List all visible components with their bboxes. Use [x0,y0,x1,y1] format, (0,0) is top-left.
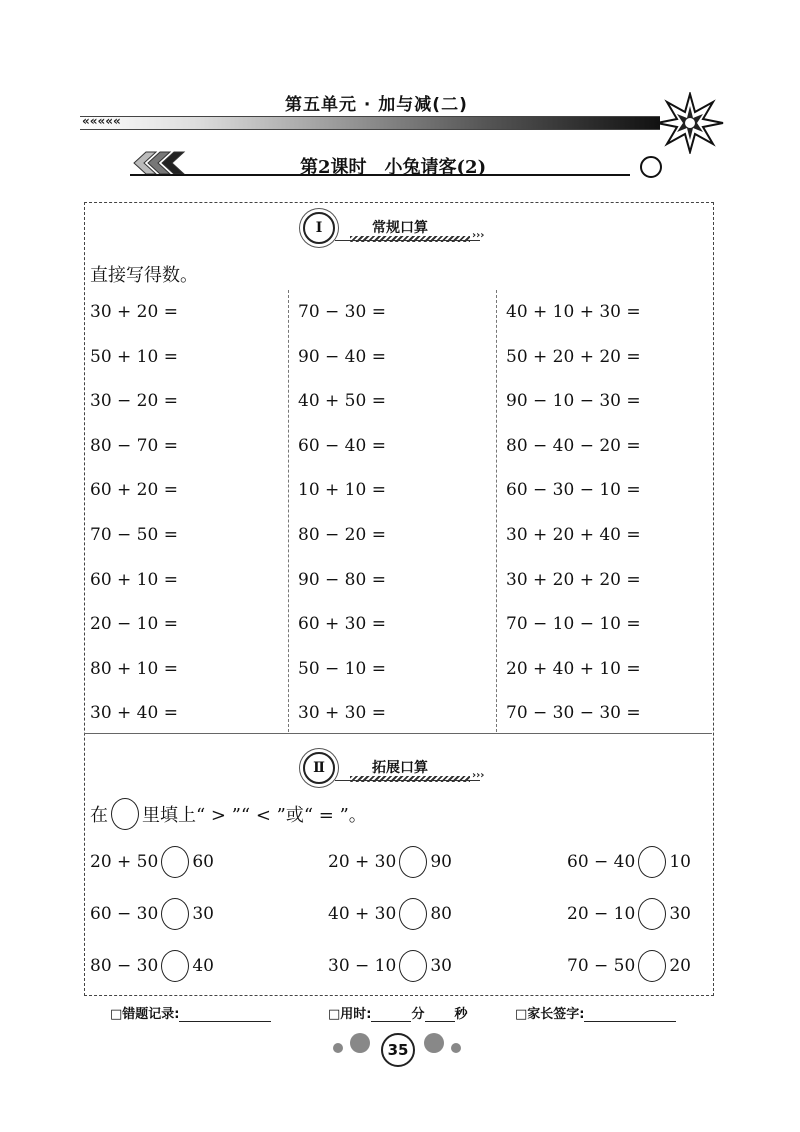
answer-circle[interactable] [399,898,427,930]
answer-circle[interactable] [161,898,189,930]
section1-badge: Ⅰ [303,212,335,244]
answer-circle[interactable] [399,846,427,878]
compare-right: 30 [430,956,452,976]
section2-badge: Ⅱ [303,752,335,784]
compare-left: 20 + 30 [328,852,397,872]
calc-expression: 80 − 20 = [298,525,386,545]
decor-dot [350,1033,370,1053]
calc-expression: 30 + 20 = [90,302,178,322]
circle-ornament-icon [640,156,662,178]
instruction-prefix: 在 [90,805,108,826]
compare-left: 30 − 10 [328,956,397,976]
section2-underline [335,780,480,781]
calc-expression: 10 + 10 = [298,480,386,501]
compare-item [90,846,214,878]
calc-expression: 90 − 10 − 30 = [506,391,641,412]
compare-left: 20 + 50 [90,852,159,872]
compare-item [567,898,691,930]
lesson-title: 第2课时 小兔请客(2) [300,157,487,178]
calc-expression: 90 − 80 = [298,569,386,590]
unit-title: 第五单元 · 加与减(二) [285,95,468,115]
calc-expression: 60 − 40 = [298,435,386,456]
section2-stripe [350,776,470,782]
calc-expression: 80 − 40 − 20 = [506,435,641,456]
section1-label: 常规口算 [372,220,428,236]
error-record-label: □错题记录: [110,1007,180,1022]
section2-arrow-icon: ››› [472,770,485,781]
calc-expression: 50 + 10 = [90,346,178,367]
instruction-suffix: 里填上“ > ”“ < ”或“ = ”。 [142,805,367,826]
error-record-blank[interactable] [179,1009,271,1022]
compare-item [90,950,214,982]
instruction-circle-icon [111,798,139,830]
compare-right: 80 [430,904,452,924]
parent-signature [515,1003,676,1022]
calc-expression: 20 − 10 = [90,614,178,635]
decor-dot [333,1043,343,1053]
compare-right: 20 [669,956,691,976]
calc-expression: 30 − 20 = [90,391,178,412]
calc-expression: 60 + 30 = [298,614,386,635]
column-divider [288,290,289,732]
seconds-blank[interactable] [425,1009,455,1022]
calc-expression: 80 + 10 = [90,658,178,679]
calc-expression: 90 − 40 = [298,346,386,367]
compare-right: 30 [669,904,691,924]
calc-expression: 50 + 20 + 20 = [506,346,641,367]
page-number: 35 [381,1033,415,1067]
section-divider [84,733,712,734]
decor-dot [424,1033,444,1053]
calc-expression: 70 − 30 − 30 = [506,703,641,724]
compare-item [90,898,214,930]
calc-expression: 70 − 10 − 10 = [506,614,641,635]
star-ornament-icon [655,92,725,154]
compare-left: 60 − 30 [90,904,159,924]
lesson-chevrons-icon [132,150,188,176]
calc-expression: 60 − 30 − 10 = [506,480,641,501]
calc-expression: 20 + 40 + 10 = [506,658,641,679]
error-record [110,1003,271,1022]
compare-left: 60 − 40 [567,852,636,872]
section1-instruction: 直接写得数。 [90,265,198,286]
header-chevrons-icon: ««««« [82,114,121,128]
section2-instruction [90,798,367,830]
calc-expression: 70 − 50 = [90,525,178,545]
calc-expression: 60 + 10 = [90,569,178,590]
compare-left: 80 − 30 [90,956,159,976]
answer-circle[interactable] [638,898,666,930]
compare-item [567,950,691,982]
minutes-label: 分 [411,1007,425,1022]
compare-right: 90 [430,852,452,872]
seconds-label: 秒 [454,1007,468,1022]
calc-expression: 80 − 70 = [90,435,178,456]
time-used [328,1003,468,1022]
compare-item [328,950,452,982]
section1-stripe [350,236,470,242]
answer-circle[interactable] [161,846,189,878]
section2-label: 拓展口算 [372,760,428,776]
compare-left: 70 − 50 [567,956,636,976]
calc-expression: 40 + 10 + 30 = [506,302,641,322]
decor-dot [451,1043,461,1053]
minutes-blank[interactable] [371,1009,411,1022]
header-bar [80,116,660,130]
compare-left: 20 − 10 [567,904,636,924]
calc-expression: 30 + 40 = [90,703,178,724]
compare-left: 40 + 30 [328,904,397,924]
time-label: □用时: [328,1007,372,1022]
parent-signature-label: □家长签字: [515,1007,585,1022]
calc-expression: 70 − 30 = [298,302,386,322]
compare-right: 40 [192,956,214,976]
answer-circle[interactable] [399,950,427,982]
parent-signature-blank[interactable] [584,1009,676,1022]
column-divider [496,290,497,732]
calc-expression: 50 − 10 = [298,658,386,679]
calc-expression: 60 + 20 = [90,480,178,501]
compare-item [328,898,452,930]
section1-underline [335,240,480,241]
compare-right: 60 [192,852,214,872]
calc-expression: 40 + 50 = [298,391,386,412]
answer-circle[interactable] [638,846,666,878]
compare-right: 10 [669,852,691,872]
compare-item [328,846,452,878]
answer-circle[interactable] [638,950,666,982]
compare-item [567,846,691,878]
calc-expression: 30 + 30 = [298,703,386,724]
compare-right: 30 [192,904,214,924]
answer-circle[interactable] [161,950,189,982]
section1-arrow-icon: ››› [472,230,485,241]
calc-expression: 30 + 20 + 40 = [506,525,641,545]
calc-expression: 30 + 20 + 20 = [506,569,641,590]
